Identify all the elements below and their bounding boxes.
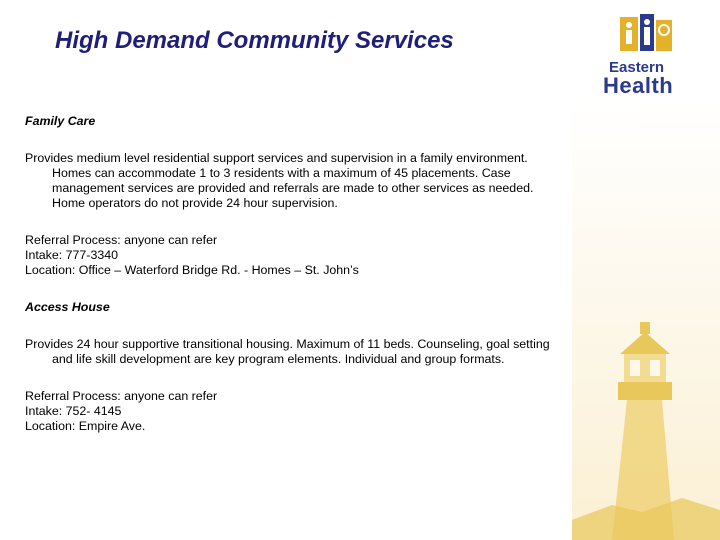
- referral-process: Referral Process: anyone can refer: [25, 233, 218, 247]
- section-description: Provides 24 hour supportive transitional housing. Maximum of 11 beds. Counseling, goal setting and life skill development are key program elements. Individual and group formats.: [25, 337, 550, 366]
- section-heading: Family Care: [25, 114, 96, 128]
- logo-mark-icon: [620, 14, 674, 54]
- referral-process: Referral Process: anyone can refer: [25, 389, 218, 403]
- eastern-health-logo: [598, 14, 698, 98]
- section-family-care: [25, 114, 565, 278]
- content: [25, 114, 565, 434]
- logo-text-health: Health: [603, 73, 674, 98]
- location: Location: Empire Ave.: [25, 419, 146, 433]
- intake-phone: Intake: 777-3340: [25, 248, 119, 262]
- section-description: Provides medium level residential support services and supervision in a family environment. Homes can accommodate 1 to 3 residents with a maximum of 45 placements. Case management services are provided and referrals are made to other services as needed. Home operators do not provide 24 hour supervision.: [25, 151, 534, 210]
- intake-phone: Intake: 752- 4145: [25, 404, 122, 418]
- logo-text-eastern: Eastern: [609, 59, 665, 76]
- lighthouse-graphic: [572, 100, 720, 540]
- slide-title: High Demand Community Services: [55, 27, 454, 54]
- section-access-house: [25, 300, 565, 434]
- location: Location: Office – Waterford Bridge Rd. - Homes – St. John’s: [25, 263, 359, 277]
- section-heading: Access House: [25, 300, 110, 314]
